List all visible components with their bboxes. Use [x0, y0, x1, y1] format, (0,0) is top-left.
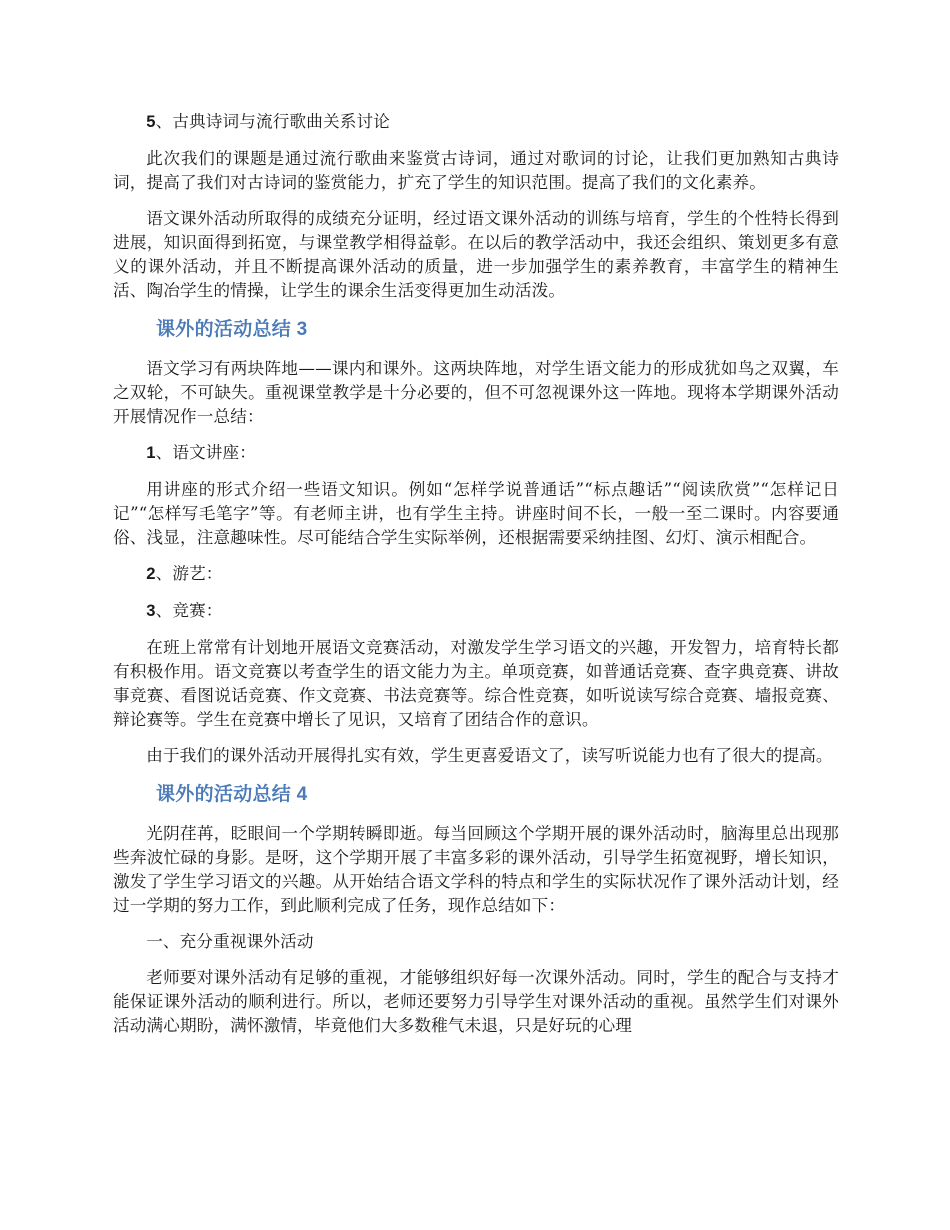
list-item-text: 、古典诗词与流行歌曲关系讨论	[155, 112, 390, 131]
paragraph: 用讲座的形式介绍一些语文知识。例如“怎样学说普通话”“标点趣话”“阅读欣赏”“怎样记日记”“怎样写毛笔字”等。有老师主讲，也有学生主持。讲座时间不长，一般一至二课时。内容要通俗、浅显，注意趣味性。尽可能结合学生实际举例，还根据需要采纳挂图、幻灯、演示相配合。	[113, 480, 839, 547]
section-heading-summary-3: 课外的活动总结 3	[156, 319, 308, 340]
paragraph: 由于我们的课外活动开展得扎实有效，学生更喜爱语文了，读写听说能力也有了很大的提高。	[146, 746, 833, 765]
section-heading-summary-4: 课外的活动总结 4	[156, 784, 308, 805]
list-item-lecture	[113, 441, 839, 465]
list-number: 3	[146, 601, 156, 620]
paragraph: 语文课外活动所取得的成绩充分证明，经过语文课外活动的训练与培育，学生的个性特长得到进展，知识面得到拓宽，与课堂教学相得益彰。在以后的教学活动中，我还会组织、策划更多有意义的课外活动，并且不断提高课外活动的质量，进一步加强学生的素养教育，丰富学生的精神生活、陶冶学生的情操，让学生的课余生活变得更加生动活泼。	[113, 209, 839, 300]
paragraph: 在班上常常有计划地开展语文竞赛活动，对激发学生学习语文的兴趣，开发智力，培育特长都有积极作用。语文竞赛以考查学生的语文能力为主。单项竞赛，如普通话竞赛、查字典竞赛、讲故事竞赛、看图说话竞赛、作文竞赛、书法竞赛等。综合性竞赛，如听说读写综合竞赛、墙报竞赛、辩论赛等。学生在竞赛中增长了见识，又培育了团结合作的意识。	[113, 638, 839, 729]
paragraph: 此次我们的课题是通过流行歌曲来鉴赏古诗词，通过对歌词的讨论，让我们更加熟知古典诗词，提高了我们对古诗词的鉴赏能力，扩充了学生的知识范围。提高了我们的文化素养。	[113, 149, 839, 192]
list-item-text: 、游艺：	[155, 564, 223, 583]
list-item-text: 、语文讲座：	[155, 443, 257, 462]
list-number: 2	[146, 564, 156, 583]
list-item-topic-5	[113, 110, 839, 134]
document-body	[113, 110, 839, 1050]
list-item-text: 、竞赛：	[155, 601, 223, 620]
subsection-title: 一、充分重视课外活动	[146, 932, 314, 951]
list-number: 5	[146, 112, 156, 131]
paragraph: 语文学习有两块阵地——课内和课外。这两块阵地，对学生语文能力的形成犹如鸟之双翼，车之双轮，不可缺失。重视课堂教学是十分必要的，但不可忽视课外这一阵地。现将本学期课外活动开展情况作一总结：	[113, 359, 839, 426]
list-number: 1	[146, 443, 156, 462]
list-item-competition	[113, 599, 839, 623]
paragraph: 光阴荏苒，眨眼间一个学期转瞬即逝。每当回顾这个学期开展的课外活动时，脑海里总出现那些奔波忙碌的身影。是呀，这个学期开展了丰富多彩的课外活动，引导学生拓宽视野，增长知识，激发了学生学习语文的兴趣。从开始结合语文学科的特点和学生的实际状况作了课外活动计划，经过一学期的努力工作，到此顺利完成了任务，现作总结如下：	[113, 824, 839, 915]
paragraph: 老师要对课外活动有足够的重视，才能够组织好每一次课外活动。同时，学生的配合与支持才能保证课外活动的顺利进行。所以，老师还要努力引导学生对课外活动的重视。虽然学生们对课外活动满心期盼，满怀激情，毕竟他们大多数稚气未退，只是好玩的心理	[113, 968, 839, 1035]
list-item-games	[113, 562, 839, 586]
